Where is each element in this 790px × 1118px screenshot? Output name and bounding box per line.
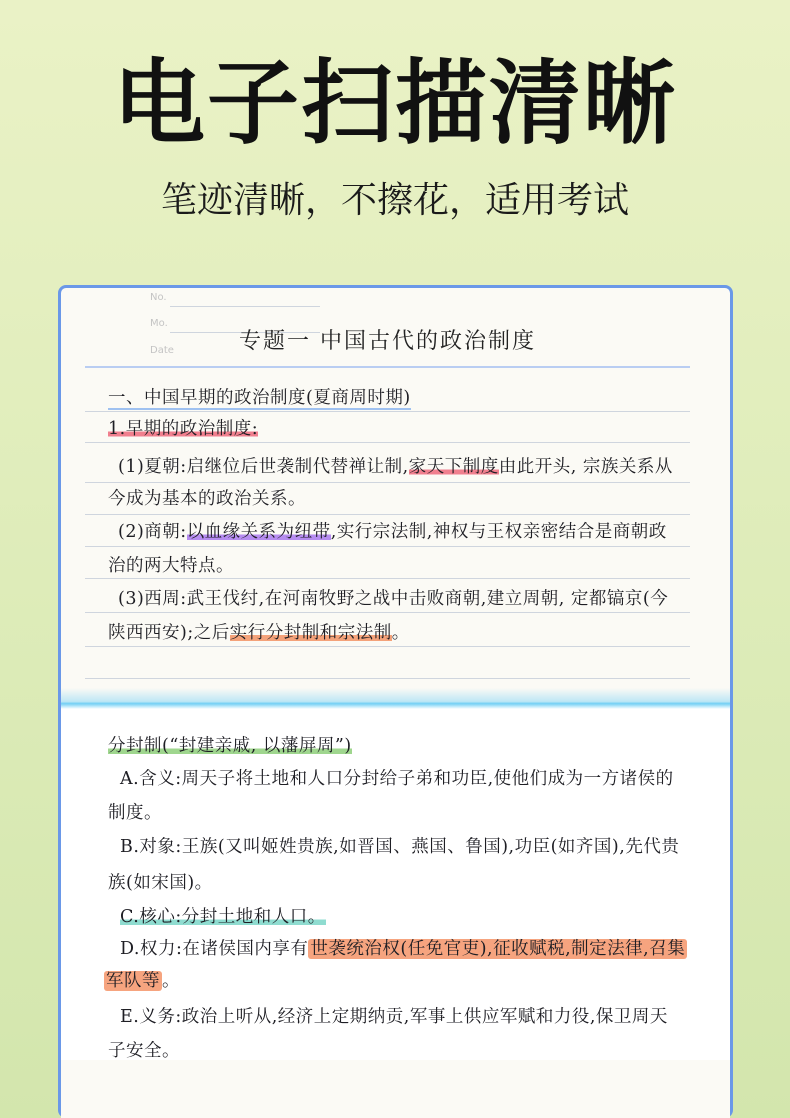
frame-corner-left [58, 1032, 85, 1072]
meta-no: No. [150, 292, 167, 303]
title-rule [85, 366, 690, 368]
note-text: 今成为基本的政治关系。 [108, 489, 306, 509]
note-line [118, 588, 668, 610]
note-text: A.含义:周天子将土地和人口分封给子弟和功臣,使他们成为一方诸侯的 [120, 769, 674, 789]
highlight-red: 家天下制度 [408, 457, 499, 477]
note-text: B.对象:王族(又叫姬姓贵族,如晋国、燕国、鲁国),功臣(如齐国),先代贵 [120, 837, 680, 857]
ruled-line [85, 546, 690, 547]
note-text: (3)西周:武王伐纣,在河南牧野之战中击败商朝,建立周朝, 定都镐京(今 [118, 589, 669, 609]
note-line [120, 1006, 668, 1028]
ruled-line [85, 411, 690, 412]
subsection-heading [108, 418, 258, 440]
frame-bottom-cover [61, 1060, 730, 1118]
ruled-line [85, 678, 690, 679]
highlight-green: 分封制(“封建亲戚, 以藩屏周”) [108, 736, 352, 756]
ruled-line [85, 578, 690, 579]
doc-title: 专题一 中国古代的政治制度 [239, 329, 536, 354]
note-line [120, 906, 326, 928]
note-line [104, 970, 180, 992]
ruled-line [85, 514, 690, 515]
note-line [108, 872, 213, 894]
note-line [108, 555, 234, 577]
note-text: 。 [391, 623, 410, 643]
note-text: 族(如宋国)。 [108, 873, 213, 893]
frame-corner-right [730, 1032, 733, 1072]
note-line [108, 1040, 180, 1062]
ruled-line [85, 482, 690, 483]
note-text: E.义务:政治上听从,经济上定期纳贡,军事上供应军赋和力役,保卫周天 [120, 1007, 668, 1027]
subsection-heading-text: 1.早期的政治制度: [108, 419, 259, 439]
note-text: (1)夏朝:启继位后世袭制代替禅让制, [118, 457, 409, 477]
note-text: D.权力:在诸侯国内享有 [120, 939, 309, 959]
note-line [120, 836, 679, 858]
meta-date: Date [150, 345, 174, 356]
highlight-orange: 实行分封制和宗法制 [229, 623, 392, 643]
highlight-purple: 以血缘关系为纽带 [186, 522, 331, 542]
note-text: 治的两大特点。 [108, 556, 234, 576]
section-heading [108, 387, 411, 409]
highlight-teal: C.核心:分封土地和人口。 [120, 907, 326, 927]
highlight-block: 军队等 [106, 971, 160, 991]
note-text: 。 [162, 971, 180, 991]
note-text: 陕西西安);之后 [108, 623, 230, 643]
note-line [108, 488, 306, 510]
ruled-line [85, 612, 690, 613]
highlight-block: 世袭统治权(任免官吏),征收赋税,制定法律,召集 [310, 939, 686, 959]
note-line [118, 521, 667, 543]
subline: 笔迹清晰，不擦花，适用考试 [160, 180, 629, 221]
ruled-line [85, 442, 690, 443]
note-line [120, 768, 674, 790]
headline: 电子扫描清晰 [112, 50, 677, 157]
meta-line [170, 306, 320, 307]
scan-tear-glow [61, 688, 730, 718]
note-text: 由此开头, 宗族关系从 [498, 457, 673, 477]
note-text: 制度。 [108, 803, 162, 823]
note-line [120, 938, 687, 960]
note-line [108, 802, 162, 824]
note-text: 子安全。 [108, 1041, 180, 1061]
section-heading-text: 一、中国早期的政治制度(夏商周时期) [108, 388, 411, 408]
meta-mo: Mo. [150, 318, 168, 329]
note-line [108, 622, 410, 644]
note-text: (2)商朝: [118, 522, 187, 542]
note-line [118, 456, 673, 478]
fen-title [108, 735, 352, 757]
note-text: ,实行宗法制,神权与王权亲密结合是商朝政 [330, 522, 667, 542]
ruled-line [85, 646, 690, 647]
